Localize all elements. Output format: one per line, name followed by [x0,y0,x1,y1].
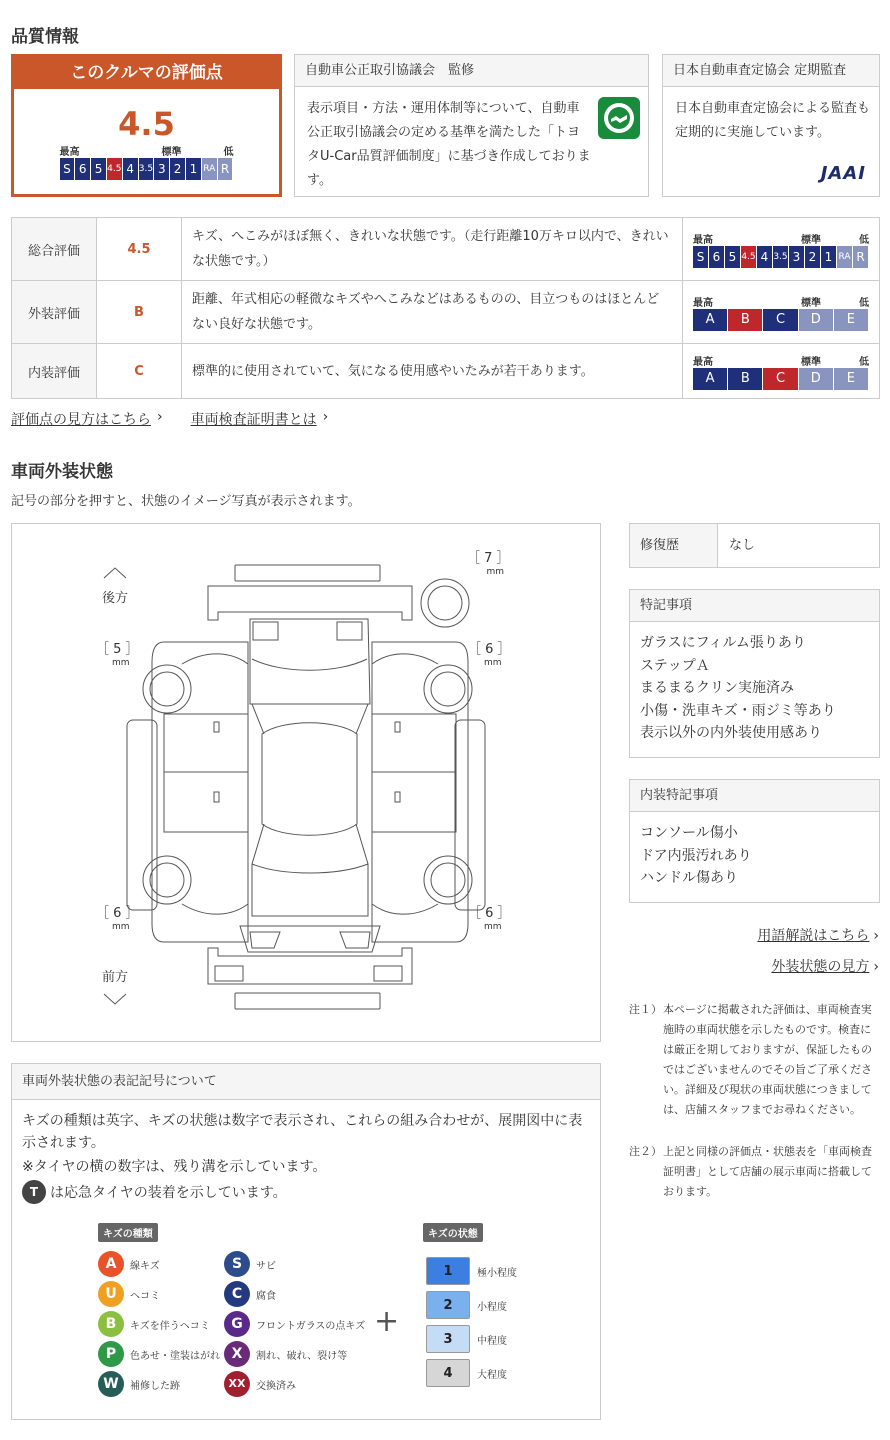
special-notes-list [630,622,879,755]
evaluation-row [12,281,880,344]
repair-label: 修復歴 [630,524,718,567]
scale-std-label: 標準 [161,147,182,158]
damage-type-label: 線キズ [130,1260,160,1272]
note-item: 表示以外の内外装使用感あり [640,725,822,741]
glossary-link[interactable]: 用語解説はこちら [757,928,870,944]
rear-arrow-icon [104,568,126,578]
score-box [11,54,282,197]
scale-std-label: 標準 [801,234,821,246]
score-cell: 3 [154,158,169,180]
repair-value: なし [729,538,756,553]
damage-state-badge: 4 [426,1359,470,1387]
exterior-guide-link[interactable]: 外装状態の見方 [771,959,870,975]
eval-scale-cell: R [853,246,868,268]
eval-scale-cell: C [763,309,797,331]
damage-type-xx [224,1371,296,1397]
spare-tire-badge: T [22,1180,46,1204]
score-cell: 4.5 [107,158,122,180]
damage-type-u [98,1281,160,1307]
scale-std-label: 標準 [801,356,821,368]
note-item: ガラスにフィルム張りあり [640,635,806,651]
damage-type-a [98,1251,160,1277]
eval-label: 内装評価 [12,344,97,399]
repair-history [629,523,880,568]
damage-type-badge: U [98,1281,124,1307]
interior-notes-box [629,779,880,903]
damage-type-label: 補修した跡 [130,1380,180,1392]
eval-scale-cell: 5 [725,246,740,268]
eval-scale-cell: 6 [709,246,724,268]
damage-type-badge: S [224,1251,250,1277]
score-cell: 3.5 [139,158,154,180]
damage-type-p [98,1341,220,1367]
eval-grade: 4.5 [97,218,182,281]
eval-scale [683,344,880,399]
score-cell: 6 [75,158,90,180]
eval-scale-cell: 3 [789,246,804,268]
eval-grade: B [97,281,182,344]
damage-type-badge: B [98,1311,124,1337]
damage-type-label: 割れ、破れ、裂け等 [256,1350,348,1362]
score-cell: 1 [186,158,201,180]
legend-box [11,1063,601,1420]
eval-scale-cell: A [693,309,727,331]
jaai-title: 日本自動車査定協会 定期監査 [663,55,879,87]
types-heading: キズの種類 [98,1223,158,1242]
state-heading: キズの状態 [423,1223,483,1242]
score-scale [60,158,234,180]
eval-scale-cell: E [834,368,868,390]
damage-type-badge: G [224,1311,250,1337]
tire-front-right-depth[interactable]: ［ 6 ］ mm [468,906,511,932]
scale-low-label: 低 [859,356,869,368]
scale-high-label: 最高 [59,147,80,158]
damage-type-b [98,1311,210,1337]
jaaa-box [294,54,649,197]
evaluation-row [12,344,880,399]
scale-high-label: 最高 [693,234,713,246]
tire-spare-depth[interactable]: ［ 7 ］ mm [467,551,510,577]
damage-type-x [224,1341,347,1367]
eval-desc: キズ、へこみがほぼ無く、きれいな状態です。（走行距離10万キロ以内で、きれいな状態です。） [182,218,683,281]
damage-state-label: 小程度 [477,1301,507,1313]
damage-type-label: 交換済み [256,1380,296,1392]
eval-label: 総合評価 [12,218,97,281]
evaluation-table [11,217,880,399]
damage-type-c [224,1281,276,1307]
damage-type-s [224,1251,276,1277]
chevron-right-icon: › [322,409,329,425]
score-cell: 5 [91,158,106,180]
cert-info-link[interactable]: 車両検査証明書とは [190,412,317,428]
damage-type-label: サビ [256,1260,276,1272]
interior-notes-title: 内装特記事項 [630,780,879,812]
score-cell: S [60,158,75,180]
damage-type-label: キズを伴うヘコミ [130,1320,210,1332]
damage-type-g [224,1311,365,1337]
chevron-right-icon: › [157,409,163,425]
special-notes-title: 特記事項 [630,590,879,622]
jaaa-title: 自動車公正取引協議会 監修 [295,55,648,87]
scale-low-label: 低 [859,297,869,309]
legend-line2: ※タイヤの横の数字は、残り溝を示しています。 [22,1159,327,1175]
eval-scale-cell: 3.5 [773,246,788,268]
front-arrow-icon [104,994,126,1004]
damage-state-1 [426,1257,517,1285]
damage-type-badge: C [224,1281,250,1307]
note-item: 小傷・洗車キズ・雨ジミ等あり [640,702,836,719]
eval-scale-cell: B [728,309,762,331]
scale-low-label: 低 [859,234,869,246]
damage-type-label: フロントガラスの点キズ [256,1320,366,1332]
note-2: 注２） 上記と同様の評価点・状態表を「車両検査証明書」として店舗の展示車両に搭載しております。 [629,1145,872,1198]
legend-title: 車両外装状態の表記記号について [12,1064,600,1100]
eval-scale-labels [693,353,869,368]
damage-type-w [98,1371,180,1397]
scale-std-label: 標準 [801,297,821,309]
front-label: 前方 [102,970,129,985]
damage-type-label: ヘコミ [130,1290,160,1302]
plus-icon: + [374,1304,400,1339]
damage-type-label: 色あせ・塗装はがれ [130,1350,220,1362]
eval-scale-labels [693,231,869,246]
eval-scale-cell: C [763,368,797,390]
score-guide-link[interactable]: 評価点の見方はこちら [11,412,151,428]
eval-scale-cell: D [799,368,833,390]
damage-state-3 [426,1325,507,1353]
eval-scale-cell: 4.5 [741,246,756,268]
score-cell: 4 [123,158,138,180]
damage-type-badge: W [98,1371,124,1397]
overall-score: 4.5 [118,105,175,143]
eval-grade: C [97,344,182,399]
eval-scale-cell: B [728,368,762,390]
damage-state-label: 中程度 [477,1335,507,1347]
exterior-subtitle: 記号の部分を押すと、状態のイメージ写真が表示されます。 [11,494,361,509]
car-diagram-box [11,523,601,1042]
damage-type-badge: XX [224,1371,250,1397]
damage-type-label: 腐食 [256,1290,276,1302]
score-box-header: このクルマの評価点 [14,57,279,89]
note-item: ドア内張汚れあり [640,847,752,864]
exterior-guide-link-row [771,956,879,976]
exterior-section-title: 車両外装状態 [11,462,113,482]
jaai-logo: JAAI [820,163,866,184]
note-item: コンソール傷小 [640,825,738,841]
score-cell: RA [202,158,217,180]
eval-scale-cell: A [693,368,727,390]
eval-scale [683,281,880,344]
jaaa-text: 表示項目・方法・運用体制等について、自動車公正取引協議会の定める基準を満たした「トヨタU-Car品質評価制度」に基づき作成しております。 [307,101,591,188]
eval-scale-cell: 4 [757,246,772,268]
eval-scale-cell: S [693,246,708,268]
note-1: 注１） 本ページに掲載された評価は、車両検査実施時の車両状態を示したものです。検査には厳正を期しておりますが、保証したものではございませんのでその旨ご了承ください。詳細及び現状の車両状態につきましては、店舗スタッフまでお尋ねください。 [629,1003,872,1116]
tire-rear-left-depth[interactable]: ［ 5 ］ mm [96,642,139,668]
scale-high-label: 最高 [693,297,713,309]
special-notes-box [629,589,880,758]
tire-rear-right-depth[interactable]: ［ 6 ］ mm [468,642,511,668]
eval-scale [683,218,880,281]
evaluation-row [12,218,880,281]
eval-scale-cell: 2 [805,246,820,268]
damage-state-badge: 2 [426,1291,470,1319]
note-item: まるまるクリン実施済み [640,680,794,696]
eval-links [11,409,328,429]
legend-line3: は応急タイヤの装着を示しています。 [50,1185,287,1201]
damage-type-badge: A [98,1251,124,1277]
eval-scale-cell: D [799,309,833,331]
eval-scale-cell: 1 [821,246,836,268]
chevron-right-icon: › [873,959,879,975]
glossary-link-row [757,925,879,945]
car-diagram [12,524,600,1041]
eval-desc: 距離、年式相応の軽微なキズやへこみなどはあるものの、目立つものはほとんどない良好な状態です。 [182,281,683,344]
rear-label: 後方 [102,591,129,606]
eval-scale-cell: RA [837,246,852,268]
eval-label: 外装評価 [12,281,97,344]
quality-section-title: 品質情報 [11,27,79,47]
damage-state-label: 極小程度 [477,1267,517,1279]
score-cell: 2 [170,158,185,180]
scale-labels [60,143,234,158]
note-item: ステップＡ [640,657,710,674]
jaai-box [662,54,880,197]
eval-scale-cell: E [834,309,868,331]
damage-state-badge: 3 [426,1325,470,1353]
damage-state-2 [426,1291,507,1319]
legend-line1: キズの種類は英字、キズの状態は数字で表示され、これらの組み合わせが、展開図中に表示されます。 [22,1113,583,1151]
eval-scale-labels [693,294,869,309]
tire-front-left-depth[interactable]: ［ 6 ］ mm [96,906,139,932]
chevron-right-icon: › [873,928,879,944]
damage-state-4 [426,1359,507,1387]
jaai-text: 日本自動車査定協会による監査も定期的に実施しています。 [675,101,871,140]
damage-type-badge: X [224,1341,250,1367]
interior-notes-list [630,812,879,900]
scale-high-label: 最高 [693,356,713,368]
note-item: ハンドル傷あり [640,870,738,886]
damage-state-label: 大程度 [477,1369,507,1381]
damage-type-badge: P [98,1341,124,1367]
damage-state-badge: 1 [426,1257,470,1285]
eval-desc: 標準的に使用されていて、気になる使用感やいたみが若干あります。 [182,344,683,399]
score-cell: R [218,158,233,180]
scale-low-label: 低 [223,147,234,158]
fair-trade-logo-icon [598,97,640,139]
